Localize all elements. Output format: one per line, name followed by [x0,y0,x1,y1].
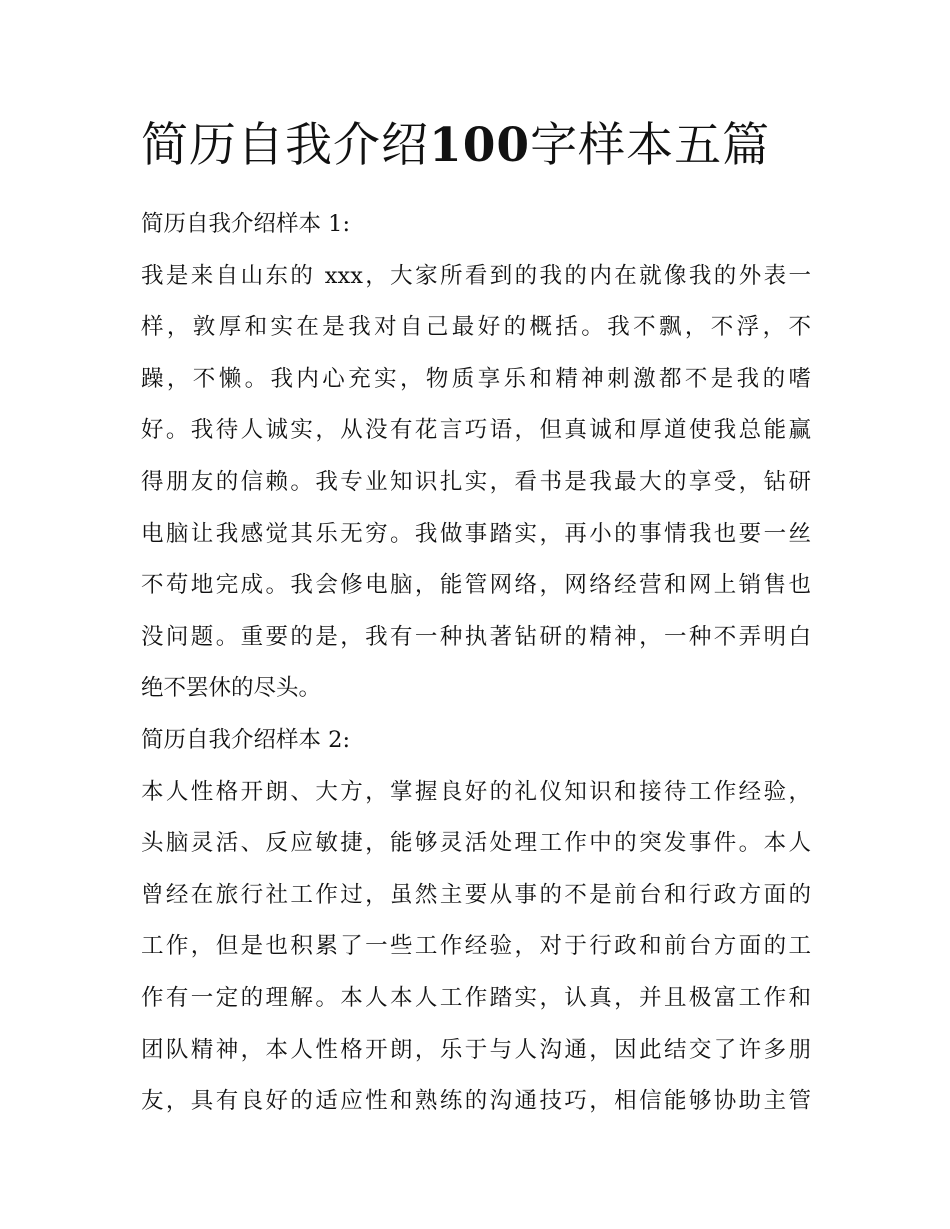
paragraph-line: 工作，但是也积累了一些工作经验，对于行政和前台方面的工 [141,933,811,960]
document-body [141,199,811,1128]
title-number: 100 [429,118,531,173]
paragraph-line: 本人性格开朗、大方，掌握良好的礼仪知识和接待工作经验， [141,778,811,805]
paragraph-line: 友，具有良好的适应性和熟练的沟通技巧，相信能够协助主管 [141,1088,811,1115]
document-title [141,108,770,184]
section-heading: 简历自我介绍样本 2: [141,726,351,753]
paragraph-line: 曾经在旅行社工作过，虽然主要从事的不是前台和行政方面的 [141,881,811,908]
paragraph-line: 躁，不懒。我内心充实，物质享乐和精神刺激都不是我的嗜 [141,365,811,392]
paragraph-line: 不苟地完成。我会修电脑，能管网络，网络经营和网上销售也 [141,572,811,599]
title-suffix: 字样本五篇 [530,118,771,173]
paragraph-line: 电脑让我感觉其乐无穷。我做事踏实，再小的事情我也要一丝 [141,520,811,547]
paragraph-line: 样，敦厚和实在是我对自己最好的概括。我不飘，不浮，不 [141,314,811,341]
section-heading: 简历自我介绍样本 1: [141,211,351,237]
paragraph-line: 团队精神，本人性格开朗，乐于与人沟通，因此结交了许多朋 [141,1036,811,1063]
paragraph-line: 没问题。重要的是，我有一种执著钻研的精神，一种不弄明白 [141,623,811,650]
paragraph-line: 得朋友的信赖。我专业知识扎实，看书是我最大的享受，钻研 [141,468,811,495]
paragraph-line: 绝不罢休的尽头。 [141,675,322,702]
paragraph-line: 我是来自山东的 xxx，大家所看到的我的内在就像我的外表一 [141,262,811,289]
paragraph-line: 头脑灵活、反应敏捷，能够灵活处理工作中的突发事件。本人 [141,830,811,857]
paragraph-line: 好。我待人诚实，从没有花言巧语，但真诚和厚道使我总能赢 [141,417,811,444]
title-prefix: 简历自我介绍 [141,118,429,173]
paragraph-line: 作有一定的理解。本人本人工作踏实，认真，并且极富工作和 [141,984,811,1011]
